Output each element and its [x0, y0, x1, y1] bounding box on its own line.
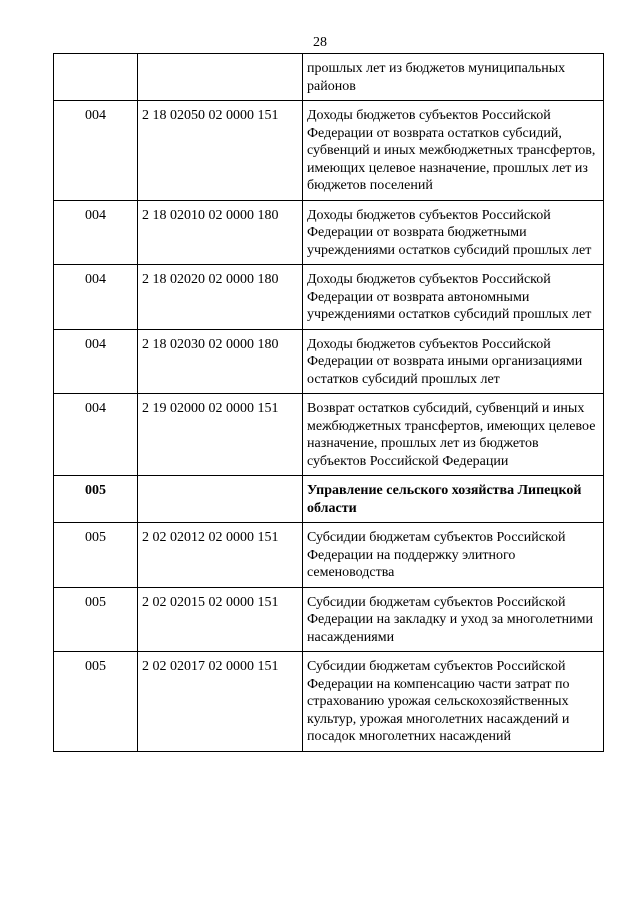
- admin-code-cell: 005: [54, 476, 138, 523]
- revenue-name-cell: Возврат остатков субсидий, субвенций и иных межбюджетных трансфертов, имеющих целевое назначение, прошлых лет из бюджетов субъектов Российской Федерации: [303, 394, 604, 476]
- admin-code-cell: 005: [54, 523, 138, 588]
- budget-code-cell: 2 18 02010 02 0000 180: [138, 200, 303, 265]
- administrator-name-cell: Управление сельского хозяйства Липецкой области: [303, 476, 604, 523]
- budget-code-cell: [138, 476, 303, 523]
- budget-code-cell: [138, 54, 303, 101]
- budget-code-cell: 2 02 02012 02 0000 151: [138, 523, 303, 588]
- budget-code-cell: 2 18 02050 02 0000 151: [138, 101, 303, 201]
- admin-code-cell: 004: [54, 394, 138, 476]
- admin-code-cell: 004: [54, 329, 138, 394]
- page-number: 28: [313, 35, 327, 50]
- revenue-name-cell: Доходы бюджетов субъектов Российской Федерации от возврата остатков субсидий, субвенций и иных межбюджетных трансфертов, имеющих целевое назначение, прошлых лет из бюджетов поселений: [303, 101, 604, 201]
- revenue-name-cell: Субсидии бюджетам субъектов Российской Федерации на компенсацию части затрат по страхованию урожая сельскохозяйственных культур, урожая многолетних насаждений и посадок многолетних насаждений: [303, 652, 604, 752]
- admin-code-cell: 005: [54, 652, 138, 752]
- admin-code-cell: 004: [54, 101, 138, 201]
- revenue-name-cell: Субсидии бюджетам субъектов Российской Федерации на закладку и уход за многолетними насаждениями: [303, 587, 604, 652]
- table-row: [54, 523, 604, 588]
- admin-code-cell: 004: [54, 200, 138, 265]
- revenue-name-cell: Доходы бюджетов субъектов Российской Федерации от возврата бюджетными учреждениями остатков субсидий прошлых лет: [303, 200, 604, 265]
- table-row-section-header: [54, 476, 604, 523]
- revenue-name-cell: Доходы бюджетов субъектов Российской Федерации от возврата автономными учреждениями остатков субсидий прошлых лет: [303, 265, 604, 330]
- budget-code-cell: 2 02 02015 02 0000 151: [138, 587, 303, 652]
- budget-code-cell: 2 19 02000 02 0000 151: [138, 394, 303, 476]
- revenue-name-cell: Доходы бюджетов субъектов Российской Федерации от возврата иными организациями остатков субсидий прошлых лет: [303, 329, 604, 394]
- budget-code-cell: 2 02 02017 02 0000 151: [138, 652, 303, 752]
- table-row: [54, 54, 604, 101]
- admin-code-cell: [54, 54, 138, 101]
- table-row: [54, 587, 604, 652]
- budget-classification-table: [53, 53, 604, 752]
- admin-code-cell: 004: [54, 265, 138, 330]
- admin-code-cell: 005: [54, 587, 138, 652]
- table-row: [54, 265, 604, 330]
- budget-code-cell: 2 18 02030 02 0000 180: [138, 329, 303, 394]
- table-row: [54, 394, 604, 476]
- revenue-name-cell: Субсидии бюджетам субъектов Российской Федерации на поддержку элитного семеноводства: [303, 523, 604, 588]
- table-row: [54, 329, 604, 394]
- budget-code-cell: 2 18 02020 02 0000 180: [138, 265, 303, 330]
- table-row: [54, 200, 604, 265]
- table-row: [54, 101, 604, 201]
- table-row: [54, 652, 604, 752]
- revenue-name-cell: прошлых лет из бюджетов муниципальных районов: [303, 54, 604, 101]
